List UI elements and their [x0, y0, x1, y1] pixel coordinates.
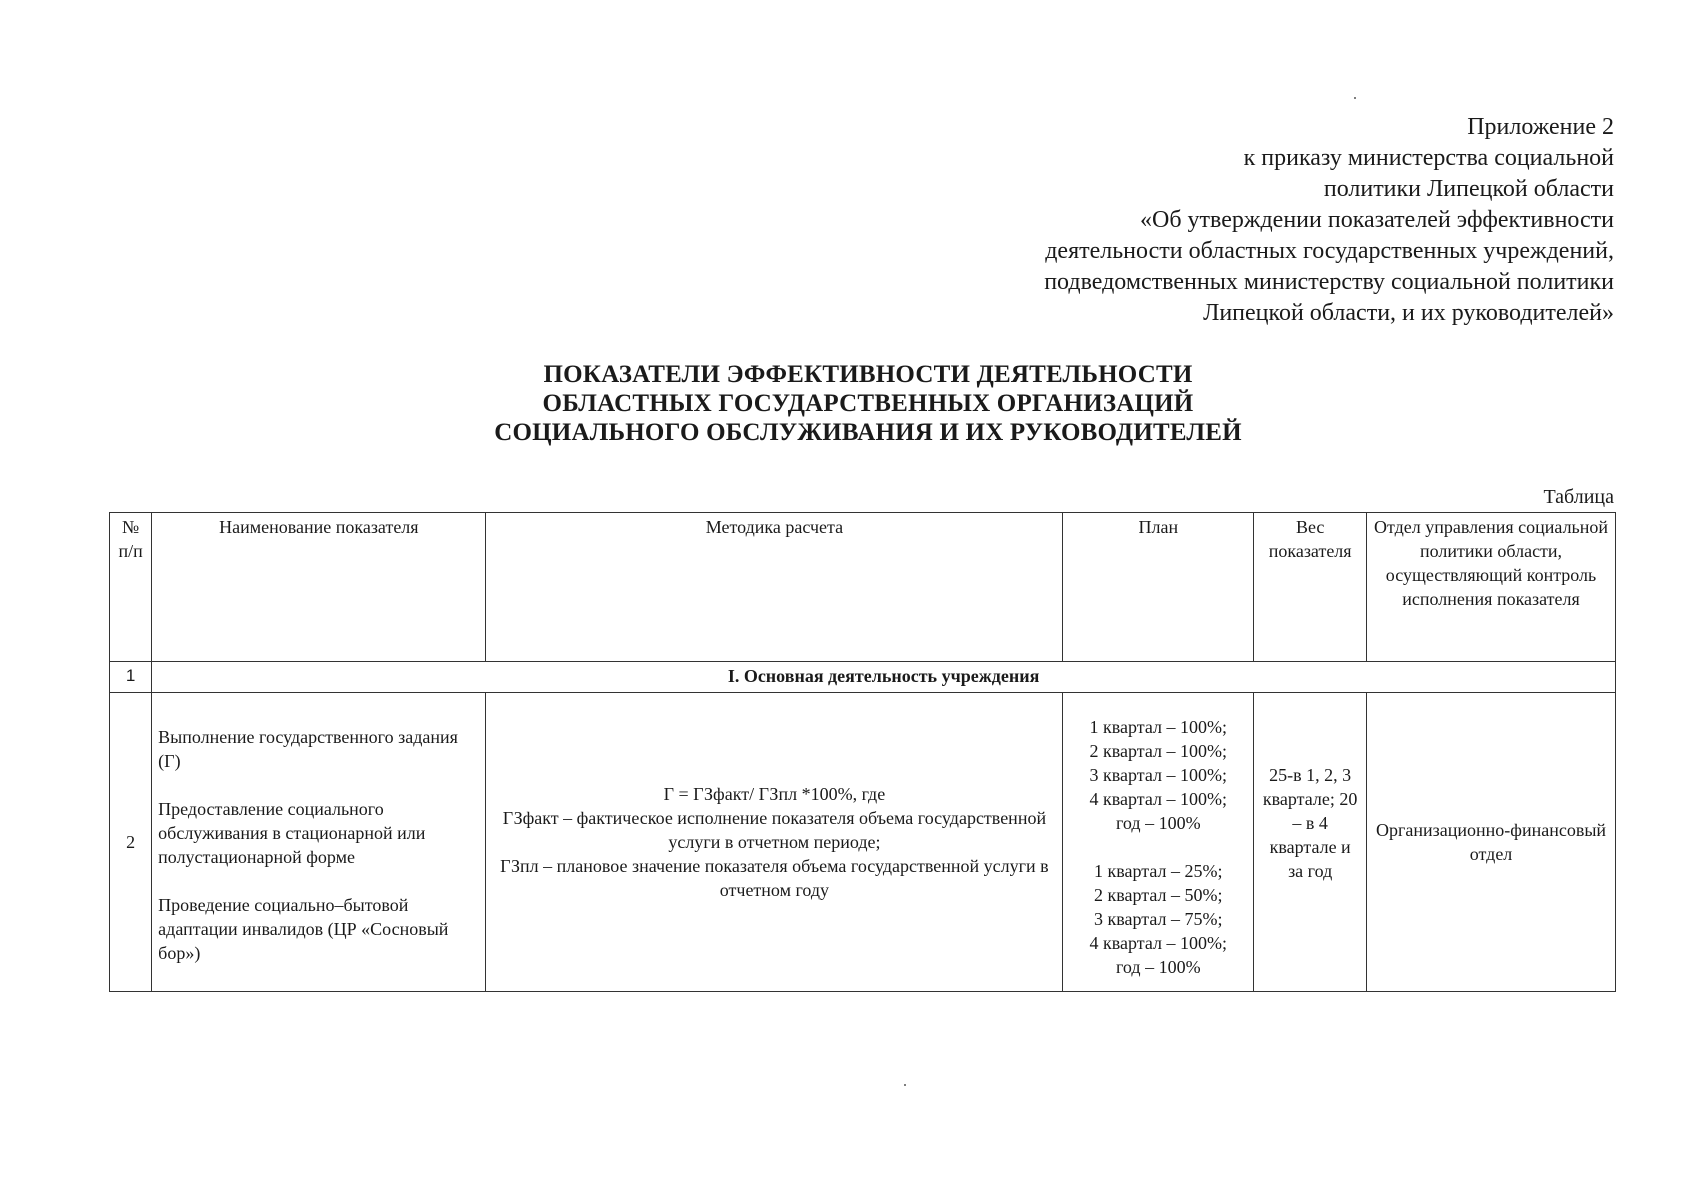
plan-cell [1063, 693, 1254, 992]
plan-value: 4 квартал – 100%; [1089, 933, 1228, 953]
title-line: СОЦИАЛЬНОГО ОБСЛУЖИВАНИЯ И ИХ РУКОВОДИТЕЛЕЙ [494, 419, 1242, 446]
dept-cell [1367, 693, 1616, 992]
table-caption: Таблица [1543, 486, 1614, 508]
title-line: ПОКАЗАТЕЛИ ЭФФЕКТИВНОСТИ ДЕЯТЕЛЬНОСТИ [543, 361, 1193, 388]
header-num: № п/п [110, 513, 152, 662]
header-dept: Отдел управления социальной политики области, осуществляющий контроль исполнения показателя [1367, 513, 1616, 662]
appendix-line: политики Липецкой области [1323, 176, 1614, 202]
header-plan: План [1063, 513, 1254, 662]
appendix-line: Приложение 2 [1467, 114, 1614, 140]
plan-value: год – 100% [1116, 813, 1201, 833]
indicator-subname: Предоставление социального обслуживания в стационарной или полустационарной форме [158, 799, 426, 867]
header-name: Наименование показателя [152, 513, 486, 662]
plan-value: 1 квартал – 100%; [1089, 717, 1228, 737]
table-row [110, 693, 1616, 992]
appendix-line: Липецкой области, и их руководителей» [1203, 300, 1614, 326]
section-title: I. Основная деятельность учреждения [152, 662, 1616, 693]
plan-value: 3 квартал – 100%; [1089, 765, 1228, 785]
indicators-table [109, 512, 1616, 992]
indicator-name-cell [152, 693, 486, 992]
scan-speck [904, 1084, 906, 1086]
table-header-row [110, 513, 1616, 662]
row-num: 2 [110, 693, 152, 992]
appendix-line: подведомственных министерству социальной политики [1044, 269, 1614, 295]
weight-value: 25-в 1, 2, 3 квартале; 20 – в 4 квартале и за год [1262, 765, 1358, 881]
document-title [0, 360, 1698, 447]
title-line: ОБЛАСТНЫХ ГОСУДАРСТВЕННЫХ ОРГАНИЗАЦИЙ [542, 390, 1194, 417]
appendix-header [1044, 112, 1614, 329]
method-definition: ГЗфакт – фактическое исполнение показателя объема государственной услуги в отчетном периоде; [502, 808, 1047, 852]
header-weight: Вес показателя [1254, 513, 1367, 662]
header-method: Методика расчета [486, 513, 1063, 662]
indicator-name: Выполнение государственного задания (Г) [158, 727, 458, 771]
appendix-line: «Об утверждении показателей эффективности [1140, 207, 1614, 233]
plan-value: 4 квартал – 100%; [1089, 789, 1228, 809]
appendix-line: к приказу министерства социальной [1243, 145, 1614, 171]
method-formula: Г = ГЗфакт/ ГЗпл *100%, где [663, 784, 886, 804]
section-row [110, 662, 1616, 693]
dept-value: Организационно-финансовый отдел [1376, 820, 1607, 864]
plan-value: 1 квартал – 25%; [1094, 861, 1223, 881]
indicator-subname: Проведение социально–бытовой адаптации инвалидов (ЦР «Сосновый бор») [158, 895, 449, 963]
plan-value: год – 100% [1116, 957, 1201, 977]
scan-speck [1354, 97, 1356, 99]
appendix-line: деятельности областных государственных учреждений, [1045, 238, 1614, 264]
weight-cell [1254, 693, 1367, 992]
section-num: 1 [110, 662, 152, 693]
method-cell [486, 693, 1063, 992]
plan-value: 2 квартал – 100%; [1089, 741, 1228, 761]
plan-value: 2 квартал – 50%; [1094, 885, 1223, 905]
method-definition: ГЗпл – плановое значение показателя объема государственной услуги в отчетном году [500, 856, 1049, 900]
plan-value: 3 квартал – 75%; [1094, 909, 1223, 929]
